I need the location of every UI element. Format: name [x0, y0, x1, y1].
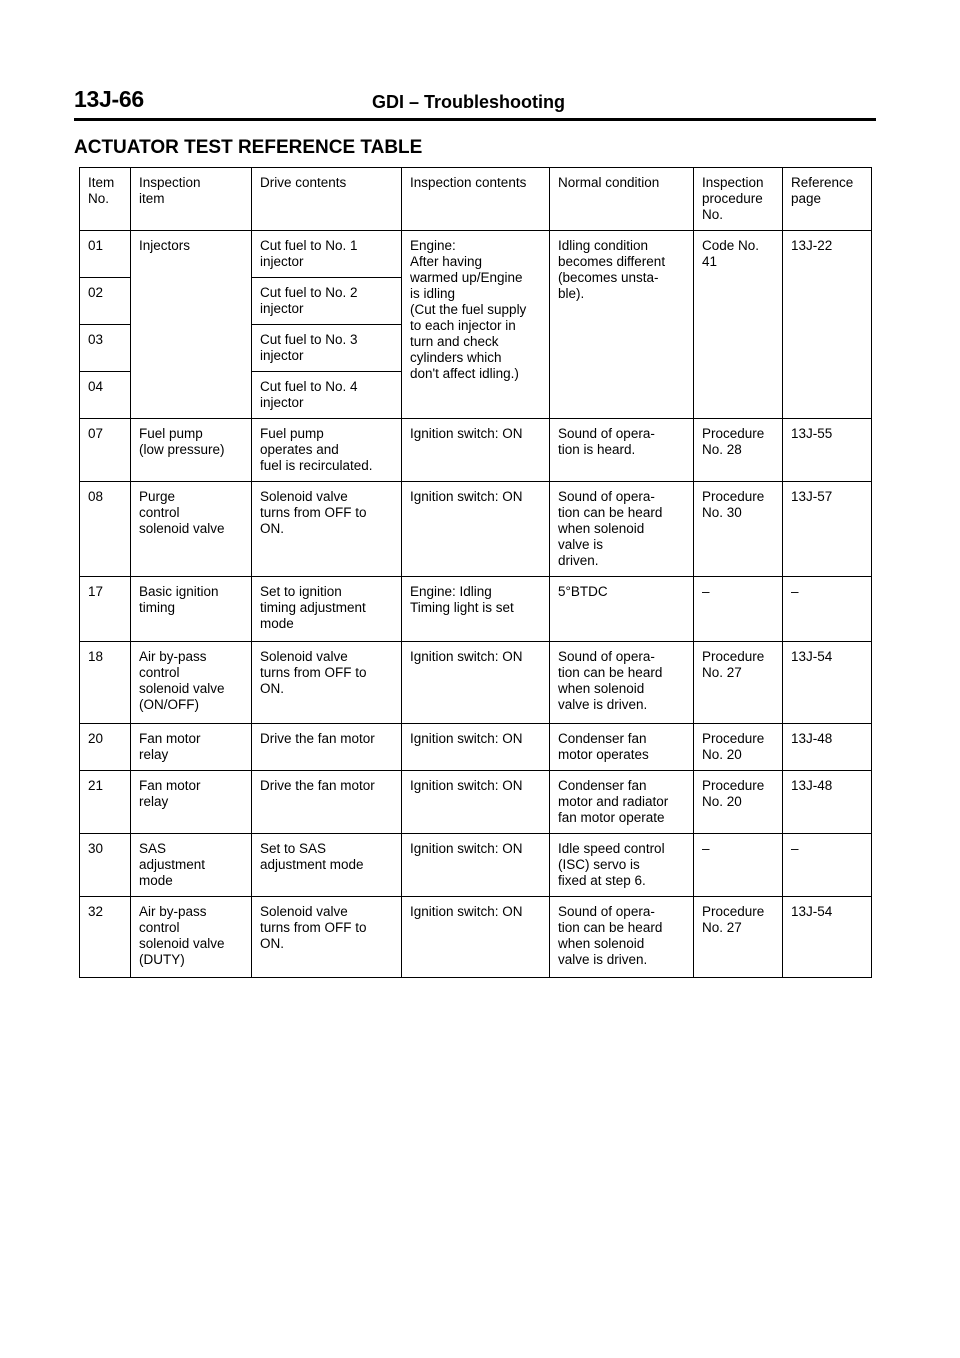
- normal-condition: Sound of opera- tion can be heard when solenoid valve is driven.: [550, 482, 694, 577]
- col-header-inspection-contents: Inspection contents: [402, 168, 550, 231]
- procedure-no: Procedure No. 20: [694, 771, 783, 834]
- item-no: 32: [80, 897, 131, 978]
- item-no: 04: [80, 372, 131, 419]
- table-row: [80, 724, 872, 771]
- inspection-item: Fuel pump (low pressure): [131, 419, 252, 482]
- drive-contents: Set to ignition timing adjustment mode: [252, 577, 402, 642]
- page-number: 13J-66: [74, 86, 144, 112]
- normal-condition: 5°BTDC: [550, 577, 694, 642]
- procedure-no: Procedure No. 28: [694, 419, 783, 482]
- item-no: 02: [80, 278, 131, 325]
- page-blank-area: [840, 1195, 841, 1196]
- reference-page: 13J-48: [783, 771, 872, 834]
- table-row: [80, 419, 872, 482]
- col-header-procedure-no: Inspection procedure No.: [694, 168, 783, 231]
- table-row: [80, 771, 872, 834]
- inspection-item: Air by-pass control solenoid valve (ON/OFF): [131, 642, 252, 724]
- normal-condition: Sound of opera- tion is heard.: [550, 419, 694, 482]
- reference-page: 13J-54: [783, 642, 872, 724]
- table-row: [80, 897, 872, 978]
- normal-condition: Sound of opera- tion can be heard when solenoid valve is driven.: [550, 897, 694, 978]
- section-title: GDI – Troubleshooting: [372, 92, 565, 112]
- drive-contents: Drive the fan motor: [252, 771, 402, 834]
- inspection-contents: Ignition switch: ON: [402, 771, 550, 834]
- normal-condition: Condenser fan motor operates: [550, 724, 694, 771]
- table-row: [80, 642, 872, 724]
- normal-condition: Idle speed control (ISC) servo is fixed at step 6.: [550, 834, 694, 897]
- reference-page: 13J-54: [783, 897, 872, 978]
- inspection-contents: Ignition switch: ON: [402, 482, 550, 577]
- actuator-test-table: [79, 167, 872, 978]
- col-header-inspection-item: Inspection item: [131, 168, 252, 231]
- reference-page: 13J-55: [783, 419, 872, 482]
- procedure-no: –: [694, 577, 783, 642]
- table-row: [80, 577, 872, 642]
- reference-page: –: [783, 577, 872, 642]
- procedure-no: Procedure No. 27: [694, 897, 783, 978]
- inspection-item: SAS adjustment mode: [131, 834, 252, 897]
- table-row: [80, 482, 872, 577]
- item-no: 20: [80, 724, 131, 771]
- drive-contents: Cut fuel to No. 3 injector: [252, 325, 402, 372]
- item-no: 30: [80, 834, 131, 897]
- table-row: [80, 834, 872, 897]
- inspection-item: Air by-pass control solenoid valve (DUTY): [131, 897, 252, 978]
- drive-contents: Solenoid valve turns from OFF to ON.: [252, 642, 402, 724]
- item-no: 18: [80, 642, 131, 724]
- drive-contents: Cut fuel to No. 1 injector: [252, 231, 402, 278]
- inspection-contents: Ignition switch: ON: [402, 419, 550, 482]
- normal-condition: Sound of opera- tion can be heard when solenoid valve is driven.: [550, 642, 694, 724]
- procedure-no: Procedure No. 30: [694, 482, 783, 577]
- reference-page: 13J-22: [783, 231, 872, 419]
- inspection-contents: Ignition switch: ON: [402, 897, 550, 978]
- drive-contents: Solenoid valve turns from OFF to ON.: [252, 897, 402, 978]
- procedure-no: Code No. 41: [694, 231, 783, 419]
- inspection-contents: Engine: Idling Timing light is set: [402, 577, 550, 642]
- inspection-item: Fan motor relay: [131, 724, 252, 771]
- col-header-item-no: Item No.: [80, 168, 131, 231]
- inspection-contents: Ignition switch: ON: [402, 642, 550, 724]
- inspection-item: Fan motor relay: [131, 771, 252, 834]
- table-title: ACTUATOR TEST REFERENCE TABLE: [74, 137, 423, 158]
- inspection-contents: Ignition switch: ON: [402, 834, 550, 897]
- item-no: 07: [80, 419, 131, 482]
- item-no: 21: [80, 771, 131, 834]
- header-rule: [74, 118, 876, 121]
- inspection-item: Purge control solenoid valve: [131, 482, 252, 577]
- reference-page: 13J-57: [783, 482, 872, 577]
- drive-contents: Drive the fan motor: [252, 724, 402, 771]
- table-row: [80, 231, 872, 278]
- item-no: 03: [80, 325, 131, 372]
- inspection-contents: Ignition switch: ON: [402, 724, 550, 771]
- drive-contents: Fuel pump operates and fuel is recirculated.: [252, 419, 402, 482]
- item-no: 01: [80, 231, 131, 278]
- reference-page: –: [783, 834, 872, 897]
- item-no: 08: [80, 482, 131, 577]
- drive-contents: Cut fuel to No. 2 injector: [252, 278, 402, 325]
- drive-contents: Cut fuel to No. 4 injector: [252, 372, 402, 419]
- col-header-reference-page: Reference page: [783, 168, 872, 231]
- procedure-no: –: [694, 834, 783, 897]
- header-row: [80, 168, 872, 231]
- col-header-normal-condition: Normal condition: [550, 168, 694, 231]
- col-header-drive-contents: Drive contents: [252, 168, 402, 231]
- procedure-no: Procedure No. 27: [694, 642, 783, 724]
- reference-page: 13J-48: [783, 724, 872, 771]
- normal-condition: Condenser fan motor and radiator fan motor operate: [550, 771, 694, 834]
- procedure-no: Procedure No. 20: [694, 724, 783, 771]
- normal-condition: Idling condition becomes different (becomes unsta- ble).: [550, 231, 694, 419]
- inspection-contents: Engine: After having warmed up/Engine is idling (Cut the fuel supply to each injector in turn and check cylinders which don't affect idling.): [402, 231, 550, 419]
- item-no: 17: [80, 577, 131, 642]
- drive-contents: Set to SAS adjustment mode: [252, 834, 402, 897]
- inspection-item: Basic ignition timing: [131, 577, 252, 642]
- drive-contents: Solenoid valve turns from OFF to ON.: [252, 482, 402, 577]
- inspection-item: Injectors: [131, 231, 252, 419]
